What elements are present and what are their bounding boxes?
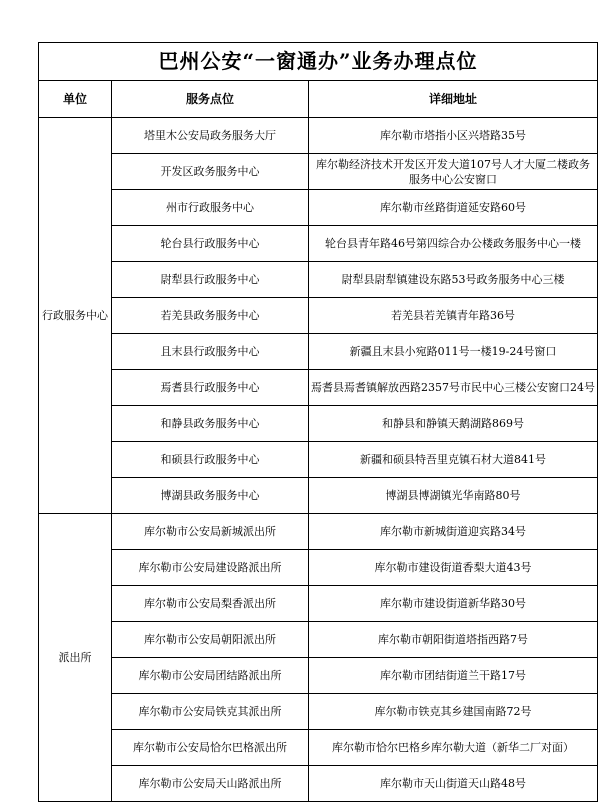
unit-cell: 派出所 xyxy=(39,514,112,802)
service-point-cell: 库尔勒市公安局铁克其派出所 xyxy=(112,694,309,730)
document-title: 巴州公安“一窗通办”业务办理点位 xyxy=(39,43,598,81)
address-cell: 库尔勒市建设街道香梨大道43号 xyxy=(309,550,598,586)
table-row xyxy=(39,442,598,478)
table-row xyxy=(39,550,598,586)
table-row xyxy=(39,514,598,550)
table-row xyxy=(39,370,598,406)
table-row xyxy=(39,406,598,442)
table-row xyxy=(39,478,598,514)
service-point-cell: 焉耆县行政服务中心 xyxy=(112,370,309,406)
table-row xyxy=(39,334,598,370)
service-point-cell: 轮台县行政服务中心 xyxy=(112,226,309,262)
table-row xyxy=(39,766,598,802)
address-cell: 库尔勒市塔指小区兴塔路35号 xyxy=(309,118,598,154)
address-cell: 库尔勒经济技术开发区开发大道107号人才大厦二楼政务服务中心公安窗口 xyxy=(309,154,598,190)
service-point-cell: 开发区政务服务中心 xyxy=(112,154,309,190)
address-cell: 库尔勒市团结街道兰干路17号 xyxy=(309,658,598,694)
table-row xyxy=(39,154,598,190)
table-row xyxy=(39,622,598,658)
address-cell: 新疆和硕县特吾里克镇石材大道841号 xyxy=(309,442,598,478)
service-point-cell: 库尔勒市公安局新城派出所 xyxy=(112,514,309,550)
service-point-cell: 尉犁县行政服务中心 xyxy=(112,262,309,298)
service-point-cell: 库尔勒市公安局天山路派出所 xyxy=(112,766,309,802)
address-cell: 库尔勒市朝阳街道塔指西路7号 xyxy=(309,622,598,658)
service-point-cell: 库尔勒市公安局恰尔巴格派出所 xyxy=(112,730,309,766)
service-point-cell: 州市行政服务中心 xyxy=(112,190,309,226)
table-row xyxy=(39,658,598,694)
service-point-cell: 和静县政务服务中心 xyxy=(112,406,309,442)
table-row xyxy=(39,262,598,298)
table-row xyxy=(39,226,598,262)
address-cell: 博湖县博湖镇光华南路80号 xyxy=(309,478,598,514)
table-row xyxy=(39,730,598,766)
service-points-table xyxy=(38,42,598,802)
address-cell: 库尔勒市恰尔巴格乡库尔勒大道（新华二厂对面） xyxy=(309,730,598,766)
address-cell: 尉犁县尉犁镇建设东路53号政务服务中心三楼 xyxy=(309,262,598,298)
service-point-cell: 且末县行政服务中心 xyxy=(112,334,309,370)
address-cell: 和静县和静镇天鹅湖路869号 xyxy=(309,406,598,442)
service-point-cell: 若羌县政务服务中心 xyxy=(112,298,309,334)
service-point-cell: 博湖县政务服务中心 xyxy=(112,478,309,514)
address-cell: 轮台县青年路46号第四综合办公楼政务服务中心一楼 xyxy=(309,226,598,262)
table-row xyxy=(39,586,598,622)
address-cell: 焉耆县焉耆镇解放西路2357号市民中心三楼公安窗口24号 xyxy=(309,370,598,406)
address-cell: 新疆且末县小宛路011号一楼19-24号窗口 xyxy=(309,334,598,370)
table-row xyxy=(39,118,598,154)
service-point-cell: 库尔勒市公安局梨香派出所 xyxy=(112,586,309,622)
service-point-cell: 和硕县行政服务中心 xyxy=(112,442,309,478)
header-service-point: 服务点位 xyxy=(112,81,309,118)
table-row xyxy=(39,694,598,730)
service-point-cell: 库尔勒市公安局团结路派出所 xyxy=(112,658,309,694)
address-cell: 库尔勒市天山街道天山路48号 xyxy=(309,766,598,802)
service-point-cell: 库尔勒市公安局朝阳派出所 xyxy=(112,622,309,658)
header-row xyxy=(39,81,598,118)
address-cell: 若羌县若羌镇青年路36号 xyxy=(309,298,598,334)
address-cell: 库尔勒市新城街道迎宾路34号 xyxy=(309,514,598,550)
table-row xyxy=(39,298,598,334)
title-row xyxy=(39,43,598,81)
header-address: 详细地址 xyxy=(309,81,598,118)
service-point-cell: 塔里木公安局政务服务大厅 xyxy=(112,118,309,154)
address-cell: 库尔勒市建设街道新华路30号 xyxy=(309,586,598,622)
service-point-cell: 库尔勒市公安局建设路派出所 xyxy=(112,550,309,586)
table-row xyxy=(39,190,598,226)
address-cell: 库尔勒市铁克其乡建国南路72号 xyxy=(309,694,598,730)
unit-cell: 行政服务中心 xyxy=(39,118,112,514)
header-unit: 单位 xyxy=(39,81,112,118)
address-cell: 库尔勒市丝路街道延安路60号 xyxy=(309,190,598,226)
